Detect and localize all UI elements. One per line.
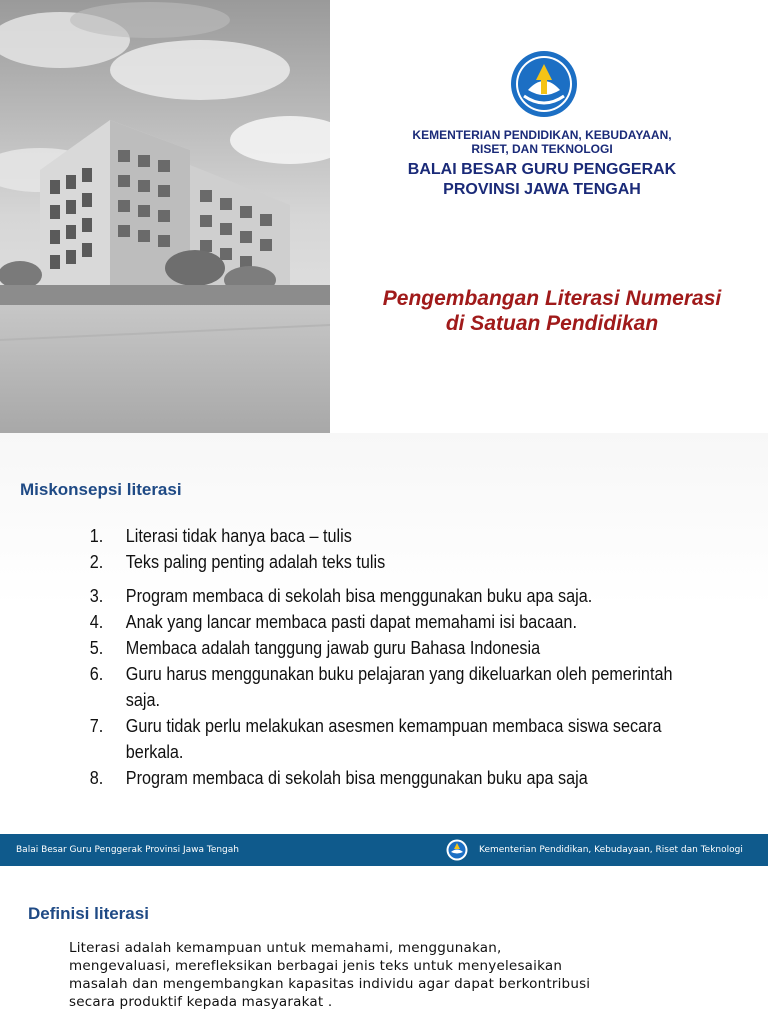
ministry-name	[340, 128, 744, 156]
list-item	[70, 549, 682, 575]
list-item	[70, 635, 682, 661]
item-text: Anak yang lancar membaca pasti dapat memahami isi bacaan.	[125, 612, 577, 632]
definition-line: mengevaluasi, merefleksikan berbagai jenis teks untuk menyelesaikan	[69, 958, 563, 974]
ministry-logo-icon	[446, 839, 468, 861]
building-photo	[0, 0, 330, 433]
presentation-title	[340, 286, 764, 336]
item-number: 1.	[89, 526, 104, 546]
institution-line: BALAI BESAR GURU PENGGERAK	[407, 161, 677, 178]
list-item	[70, 713, 682, 765]
item-number: 5.	[89, 638, 104, 658]
item-text: Guru tidak perlu melakukan asesmen kemampuan membaca siswa secara berkala.	[125, 716, 662, 762]
definition-slide	[0, 866, 768, 1024]
ministry-line: RISET, DAN TEKNOLOGI	[471, 142, 613, 156]
tut-wuri-handayani-logo	[510, 50, 578, 118]
definition-line: secara produktif kepada masyarakat .	[69, 994, 333, 1010]
item-number: 2.	[89, 552, 104, 572]
title-slide	[0, 0, 768, 433]
ministry-line: KEMENTERIAN PENDIDIKAN, KEBUDAYAAN,	[412, 128, 672, 142]
list-item	[70, 661, 682, 713]
title-line: di Satuan Pendidikan	[445, 312, 659, 335]
list-item	[70, 523, 682, 549]
item-number: 4.	[89, 612, 104, 632]
item-text: Program membaca di sekolah bisa menggunakan buku apa saja	[125, 768, 588, 788]
definition-line: masalah dan mengembangkan kapasitas individu agar dapat berkontribusi	[69, 976, 591, 992]
definition-line: Literasi adalah kemampuan untuk memahami, menggunakan,	[69, 940, 502, 956]
footer-institution: Balai Besar Guru Penggerak Provinsi Jawa Tengah	[16, 845, 239, 855]
item-text: Guru harus menggunakan buku pelajaran yang dikeluarkan oleh pemerintah saja.	[125, 664, 673, 710]
slide-heading: Definisi literasi	[28, 904, 149, 923]
item-number: 8.	[89, 768, 104, 788]
item-text: Program membaca di sekolah bisa menggunakan buku apa saja.	[125, 586, 593, 606]
item-number: 3.	[89, 586, 104, 606]
item-text: Teks paling penting adalah teks tulis	[125, 552, 386, 572]
item-number: 7.	[89, 716, 104, 736]
footer-ministry: Kementerian Pendidikan, Kebudayaan, Riset dan Teknologi	[479, 845, 743, 855]
institution-line: PROVINSI JAWA TENGAH	[443, 181, 641, 198]
item-text: Membaca adalah tanggung jawab guru Bahasa Indonesia	[125, 638, 541, 658]
misconception-slide	[0, 433, 768, 866]
list-item	[70, 609, 682, 635]
list-item	[70, 583, 682, 609]
slide-heading: Miskonsepsi literasi	[20, 480, 182, 499]
item-text: Literasi tidak hanya baca – tulis	[125, 526, 352, 546]
definition-text	[69, 939, 669, 1011]
institution-name	[340, 160, 744, 200]
misconception-list	[70, 523, 750, 791]
slide-footer	[0, 834, 768, 866]
title-line: Pengembangan Literasi Numerasi	[382, 287, 722, 310]
list-item	[70, 765, 682, 791]
item-number: 6.	[89, 664, 104, 684]
